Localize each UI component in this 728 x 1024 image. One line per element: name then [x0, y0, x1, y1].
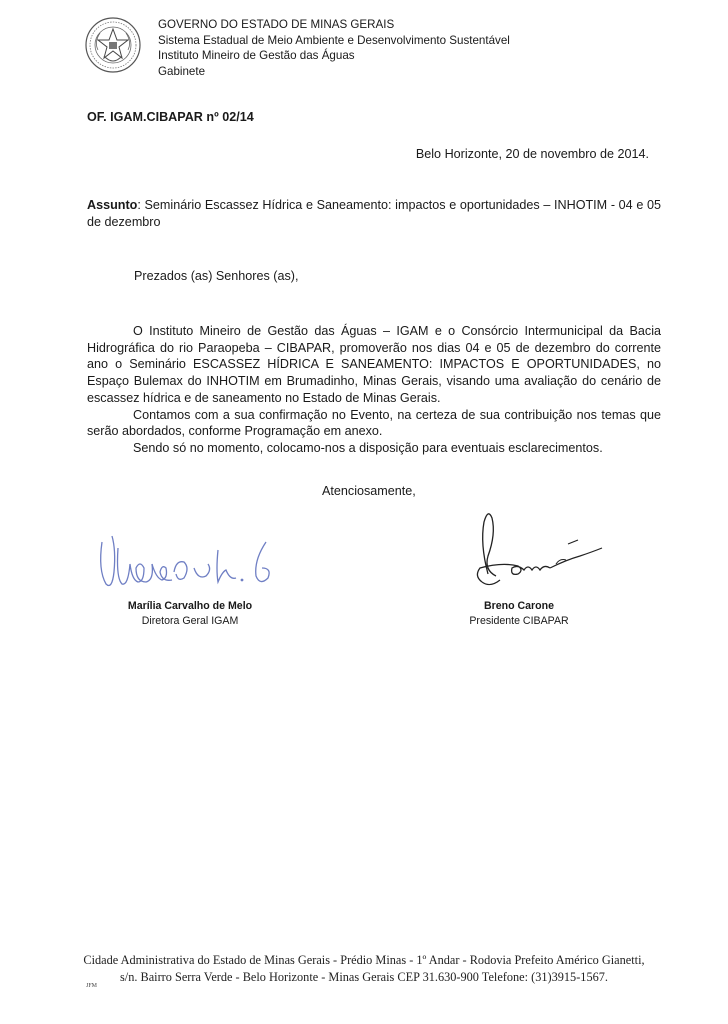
signer-block-igam [120, 599, 260, 629]
letterhead-government: GOVERNO DO ESTADO DE MINAS GERAIS [158, 18, 395, 31]
paragraph: Contamos com a sua confirmação no Evento, na certeza de sua contribuição nos temas que serão abordados, conforme Programação em anexo. [87, 407, 661, 439]
subject-text: : Seminário Escassez Hídrica e Saneamento: impactos e oportunidades – INHOTIM - 04 e 05 de dezembro [87, 198, 661, 229]
signer-name: Marília Carvalho de Melo [127, 600, 253, 612]
signer-title: Presidente CIBAPAR [469, 615, 569, 627]
greeting: Prezados (as) Senhores (as), [134, 269, 299, 283]
paragraph: O Instituto Mineiro de Gestão das Águas – IGAM e o Consórcio Intermunicipal da Bacia Hidrográfica do rio Paraopeba – CIBAPAR, promoverão nos dias 04 e 05 de dezembro do corrente ano o Seminário ESCASSEZ HÍDRICA E SANEAMENTO: IMPACTOS E OPORTUNIDADES, no Espaço Bulemax do INHOTIM em Brumadinho, Minas Gerais, visando uma avaliação do cenário de escassez hídrica e de saneamento no Estado de Minas Gerais. [87, 324, 661, 405]
footer-line: Cidade Administrativa do Estado de Minas Gerais - Prédio Minas - 1º Andar - Rodovia Prefeito Américo Gianetti, [83, 953, 645, 967]
letter-body [87, 323, 661, 457]
signature-marilia [90, 520, 300, 600]
subject-label: Assunto [87, 198, 138, 212]
signer-title: Diretora Geral IGAM [141, 615, 239, 627]
closing: Atenciosamente, [322, 484, 416, 498]
typist-initials: JFM [86, 983, 98, 989]
letterhead [158, 17, 510, 79]
signer-block-cibapar [454, 599, 584, 629]
subject [87, 197, 661, 231]
office-number: OF. IGAM.CIBAPAR nº 02/14 [87, 110, 254, 124]
signer-name: Breno Carone [483, 600, 555, 612]
footer-line: s/n. Bairro Serra Verde - Belo Horizonte - Minas Gerais CEP 31.630-900 Telefone: (31)3915-1567. [120, 970, 608, 984]
footer-address [40, 952, 688, 986]
coat-of-arms-icon [84, 16, 142, 74]
letterhead-institute: Instituto Mineiro de Gestão das Águas [158, 49, 355, 62]
letterhead-department: Gabinete [158, 64, 206, 78]
signature-breno [462, 504, 612, 596]
letterhead-system: Sistema Estadual de Meio Ambiente e Desenvolvimento Sustentável [158, 33, 510, 47]
date-line: Belo Horizonte, 20 de novembro de 2014. [415, 147, 649, 161]
paragraph: Sendo só no momento, colocamo-nos a disposição para eventuais esclarecimentos. [133, 440, 603, 455]
